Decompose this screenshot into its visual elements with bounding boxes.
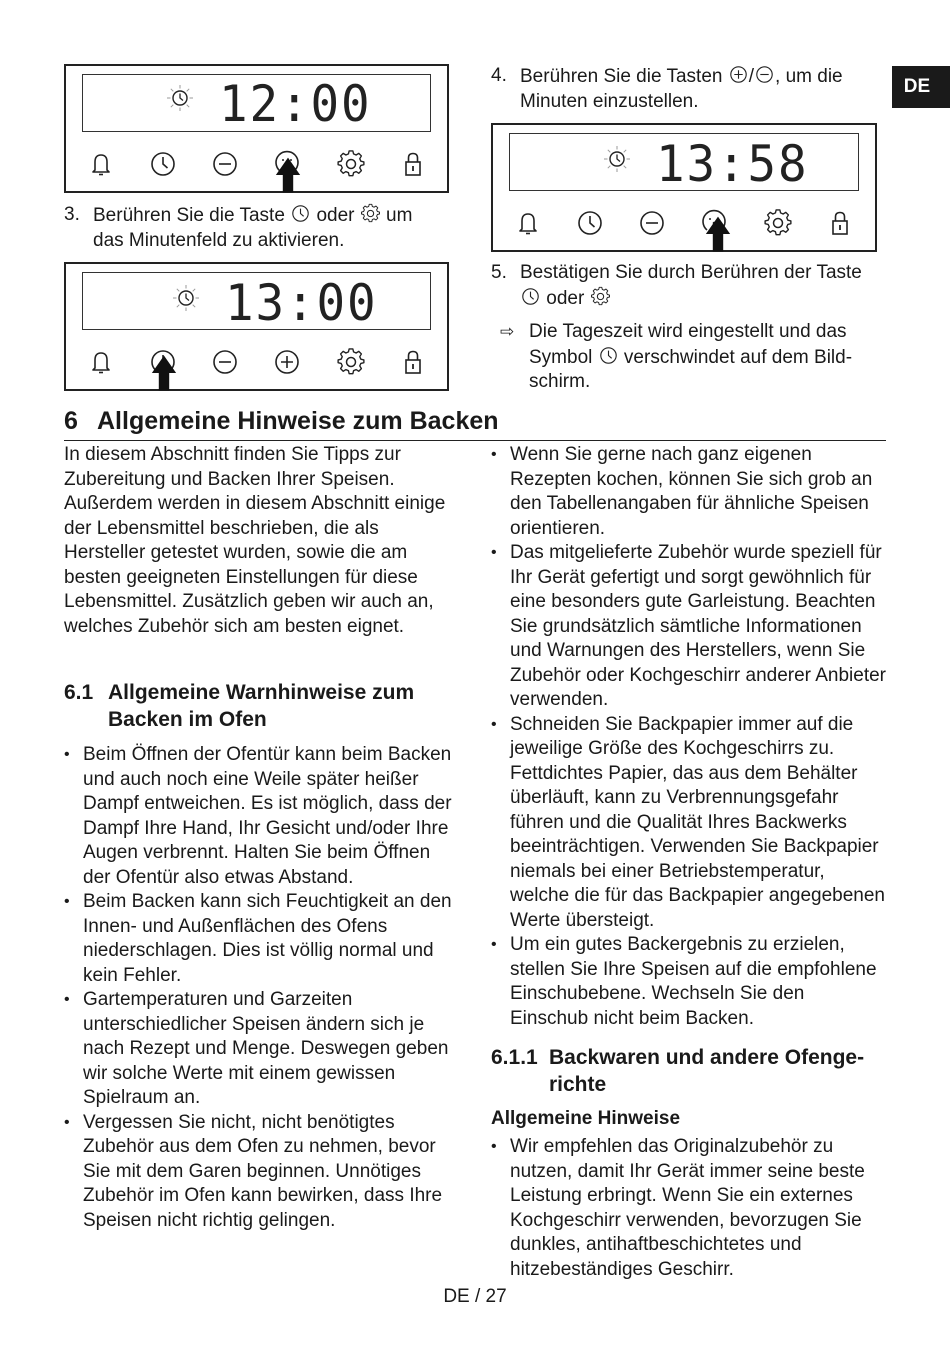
clock-icon	[520, 286, 541, 307]
oven-display-panel	[64, 262, 449, 391]
clock-indicator-icon	[165, 83, 195, 113]
intro-paragraph: In diesem Abschnitt finden Sie Tipps zur Zubereitung und Backen Ihrer Speisen. Außerdem werden in diesem Abschnitt einige der Lebensmittel beschrieben, die als Hersteller getestet wurden, sowie die am besten geeigneten Einstellungen für diese Lebensmittel. Zusätzlich geben wir auch an, welches Zubehör sich am besten eignet.	[64, 444, 446, 637]
list-item: • Beim Backen kann sich Feuchtigkeit an den Innen- und Außenflächen des Ofens niederschlagen. Dies ist völlig normal und kein Fehler.	[64, 890, 457, 988]
result-arrow-icon: ⇨	[500, 322, 515, 341]
section-heading: 6 Allgemeine Hinweise zum Backen	[64, 404, 886, 441]
list-item: • Wir empfehlen das Originalzubehör zu nutzen, damit Ihr Gerät immer seine beste Leistung erbringt. Wenn Sie ein externes Kochgeschirr verwenden, bevorzugen Sie dunkles, antihaftbeschichtetes und hitzebeständiges Geschirr.	[491, 1135, 887, 1282]
lock-icon[interactable]	[398, 347, 428, 377]
oven-display-panel	[491, 123, 877, 252]
list-item: • Schneiden Sie Backpapier immer auf die jeweilige Größe des Kochgeschirrs zu. Fettdichtes Papier, das aus dem Behälter überläuft, kann zu Verbrennungsgefahr führen und die Qualität Ihres Backwerks beeinträchtigen. Verwenden Sie Backpapier niemals bei einer Betriebstemperatur, welche die für das Backpapier angegebenen Werte übersteigt.	[491, 713, 887, 934]
clock-indicator-icon	[602, 144, 632, 174]
oven-display-panel	[64, 64, 449, 193]
gear-icon[interactable]	[336, 347, 366, 377]
minus-icon[interactable]	[210, 149, 240, 179]
control-row	[66, 347, 447, 381]
bell-icon[interactable]	[513, 208, 543, 238]
arrow-up-icon	[151, 355, 177, 391]
clock-icon	[290, 203, 311, 224]
gear-icon[interactable]	[763, 208, 793, 238]
display-screen	[82, 74, 431, 132]
clock-indicator-icon	[171, 283, 201, 313]
display-screen	[82, 272, 431, 330]
general-bullets	[491, 1135, 887, 1282]
list-item: • Um ein gutes Backergebnis zu erzielen, stellen Sie Ihre Speisen auf die empfohlene Einschubebene. Wechseln Sie den Einschub nicht beim Backen.	[491, 933, 887, 1031]
display-time: 13:00	[225, 274, 378, 332]
plus-icon[interactable]	[272, 347, 302, 377]
right-bullets	[491, 443, 887, 1031]
left-bullets	[64, 743, 457, 1233]
arrow-up-icon	[705, 216, 731, 252]
gear-icon	[590, 286, 611, 307]
list-item: • Das mitgelieferte Zubehör wurde speziell für Ihr Gerät gefertigt und sorgt gewöhnlich für eine besonders gute Garleistung. Beachten Sie grundsätzlich sämtliche Informationen und Warnungen des Herstellers, wenn Sie Zubehör oder Kochgeschirr anderer Anbieter verwenden.	[491, 541, 887, 713]
list-item: • Vergessen Sie nicht, nicht benötigtes Zubehör aus dem Ofen zu nehmen, bevor Sie mit dem Garen beginnen. Unnötiges Zubehör im Ofen kann bewirken, dass Ihre Speisen nicht richtig gelingen.	[64, 1111, 457, 1234]
minus-icon[interactable]	[210, 347, 240, 377]
control-row	[493, 208, 875, 242]
lock-icon[interactable]	[398, 149, 428, 179]
arrow-up-icon	[275, 157, 301, 193]
display-screen	[509, 133, 859, 191]
language-tab: DE	[892, 66, 950, 108]
gear-icon[interactable]	[336, 149, 366, 179]
control-row	[66, 149, 447, 183]
list-item: • Beim Öffnen der Ofentür kann beim Backen und auch noch eine Weile später heißer Dampf entweichen. Es ist möglich, dass der Dampf Ihre Hand, Ihr Gesicht und/oder Ihre Augen verbrennt. Halten Sie beim Öffnen der Ofentür also etwas Abstand.	[64, 743, 457, 890]
plus-icon	[728, 64, 749, 85]
display-time: 13:58	[656, 135, 809, 193]
minor-heading: Allgemeine Hinweise	[491, 1108, 681, 1129]
clock-icon	[598, 345, 619, 366]
lock-icon[interactable]	[825, 208, 855, 238]
bell-icon[interactable]	[86, 347, 116, 377]
left-column	[64, 443, 462, 639]
gear-icon	[360, 203, 381, 224]
list-item: • Gartemperaturen und Garzeiten unterschiedlicher Speisen ändern sich je nach Rezept und Menge. Deswegen geben wir solche Werte mit einem gewissen Spielraum an.	[64, 988, 457, 1111]
bell-icon[interactable]	[86, 149, 116, 179]
minus-icon[interactable]	[637, 208, 667, 238]
clock-icon[interactable]	[575, 208, 605, 238]
minus-icon	[754, 64, 775, 85]
clock-icon[interactable]	[148, 149, 178, 179]
list-item: • Wenn Sie gerne nach ganz eigenen Rezepten kochen, können Sie sich grob an den Tabellenangaben für ähnliche Speisen orientieren.	[491, 443, 887, 541]
page-footer: DE / 27	[443, 1286, 507, 1307]
display-time: 12:00	[219, 75, 372, 133]
